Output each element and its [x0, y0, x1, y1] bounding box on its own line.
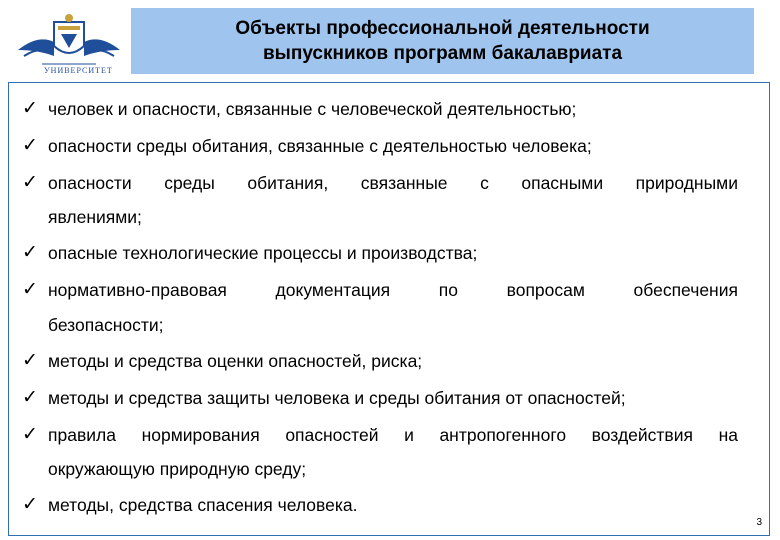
- list-item-continuation: окружающую природную среду;: [48, 459, 307, 479]
- checkmark-icon: ✓: [22, 135, 38, 156]
- logo-caption: УНИВЕРСИТЕТ: [44, 66, 113, 75]
- list-item-text: нормативно-правовая документация по вопросам обеспечения: [48, 280, 738, 300]
- checkmark-icon: ✓: [22, 350, 38, 371]
- list-item-continuation: безопасности;: [48, 315, 164, 335]
- page-title-line-2: выпускников программ бакалавриата: [262, 43, 623, 64]
- list-item-text: опасности среды обитания, связанные с опасными природными: [48, 173, 738, 193]
- list-item-text: методы и средства защиты человека и среды обитания от опасностей;: [48, 388, 626, 408]
- list-item-text: правила нормирования опасностей и антропогенного воздействия на: [48, 425, 738, 445]
- page-number: 3: [756, 517, 762, 528]
- list-item-text: человек и опасности, связанные с человеческой деятельностью;: [48, 99, 577, 119]
- checkmark-icon: ✓: [22, 242, 38, 263]
- checkmark-icon: ✓: [22, 279, 38, 300]
- checkmark-icon: ✓: [22, 387, 38, 408]
- list-item-text: методы и средства оценки опасностей, риска;: [48, 351, 423, 371]
- slide-header: [131, 8, 754, 74]
- list-item-continuation: явлениями;: [48, 207, 142, 227]
- checkmark-icon: ✓: [22, 98, 38, 119]
- university-logo: [8, 6, 130, 78]
- list-item-text: опасные технологические процессы и производства;: [48, 243, 478, 263]
- list-item-text: опасности среды обитания, связанные с деятельностью человека;: [48, 136, 592, 156]
- checkmark-icon: ✓: [22, 172, 38, 193]
- page-title-line-1: Объекты профессиональной деятельности: [235, 18, 650, 39]
- checkmark-icon: ✓: [22, 424, 38, 445]
- list-item-text: методы, средства спасения человека.: [48, 495, 358, 515]
- checkmark-icon: ✓: [22, 494, 38, 515]
